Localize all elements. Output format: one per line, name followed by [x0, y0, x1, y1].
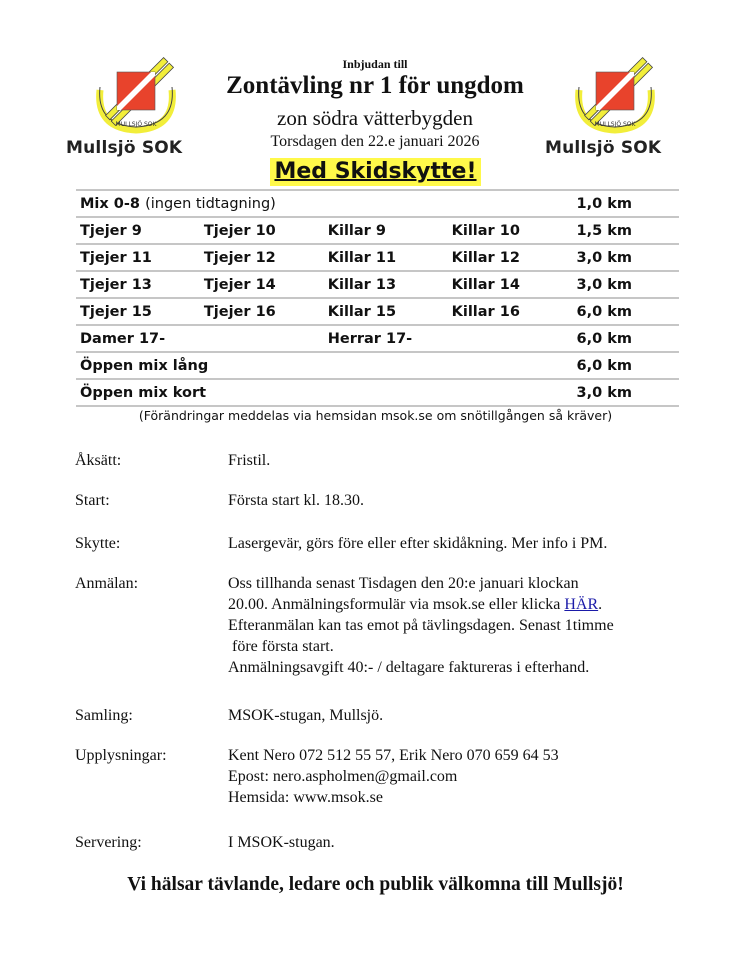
club-emblem-icon	[565, 50, 665, 138]
distance-cell: 3,0 km	[573, 379, 679, 406]
class-cell: Herrar 17-	[324, 325, 448, 352]
class-cell: Killar 12	[448, 244, 573, 271]
event-date: Torsdagen den 22.e januari 2026	[270, 133, 480, 150]
class-cell: Killar 14	[448, 271, 573, 298]
class-cell: Tjejer 11	[76, 244, 200, 271]
club-logo-left	[66, 50, 206, 170]
info-label: Start:	[75, 492, 110, 509]
table-row	[76, 325, 679, 352]
class-note: (ingen tidtagning)	[145, 195, 276, 212]
table-row	[76, 217, 679, 244]
classes-table	[76, 189, 679, 407]
banner-wrap	[0, 158, 751, 186]
info-label: Upplysningar:	[75, 747, 167, 764]
class-cell: Killar 9	[324, 217, 448, 244]
table-row	[76, 244, 679, 271]
contact-website: Hemsida: www.msok.se	[228, 789, 383, 806]
registration-link[interactable]: HÄR	[564, 596, 599, 613]
emblem-ring-text: MULLSJÖ SOK	[594, 121, 636, 128]
class-cell: Mix 0-8 (ingen tidtagning)	[76, 190, 573, 217]
class-cell: Killar 15	[324, 298, 448, 325]
contact-email: Epost: nero.aspholmen@gmail.com	[228, 768, 458, 785]
distance-cell: 6,0 km	[573, 325, 679, 352]
info-line: Första start kl. 18.30.	[228, 492, 364, 509]
table-row	[76, 298, 679, 325]
class-cell: Tjejer 13	[76, 271, 200, 298]
class-cell: Öppen mix lång	[76, 352, 573, 379]
info-label: Samling:	[75, 707, 133, 724]
table-row	[76, 271, 679, 298]
info-line: MSOK-stugan, Mullsjö.	[228, 707, 384, 724]
distance-cell: 3,0 km	[573, 271, 679, 298]
class-cell: Tjejer 16	[200, 298, 324, 325]
class-cell: Tjejer 10	[200, 217, 324, 244]
table-footnote: (Förändringar meddelas via hemsidan msok.se om snötillgången så kräver)	[138, 408, 613, 423]
info-value	[228, 533, 718, 554]
info-value	[228, 705, 718, 726]
info-label: Skytte:	[75, 535, 121, 552]
info-line: före första start.	[228, 638, 334, 655]
info-label: Åksätt:	[75, 452, 122, 469]
info-value	[228, 832, 718, 853]
club-logo-right	[545, 50, 685, 170]
class-cell	[448, 325, 573, 352]
event-zone: zon södra vätterbygden	[277, 106, 473, 130]
info-line: Oss tillhanda senast Tisdagen den 20:e januari klockan	[228, 575, 579, 592]
info-line	[228, 594, 718, 615]
info-value	[228, 745, 718, 808]
info-text: .	[598, 596, 603, 613]
class-cell	[200, 325, 324, 352]
class-cell: Öppen mix kort	[76, 379, 573, 406]
club-emblem-icon	[86, 50, 186, 138]
info-value	[228, 450, 718, 471]
closing-message: Vi hälsar tävlande, ledare och publik välkomna till Mullsjö!	[127, 874, 624, 895]
class-cell: Tjejer 9	[76, 217, 200, 244]
event-title: Zontävling nr 1 för ungdom	[226, 72, 524, 99]
distance-cell: 3,0 km	[573, 244, 679, 271]
distance-cell: 6,0 km	[573, 298, 679, 325]
class-cell: Killar 13	[324, 271, 448, 298]
table-row	[76, 190, 679, 217]
class-cell: Tjejer 15	[76, 298, 200, 325]
class-cell: Tjejer 14	[200, 271, 324, 298]
distance-cell: 1,5 km	[573, 217, 679, 244]
info-label: Anmälan:	[75, 575, 139, 592]
class-cell: Killar 11	[324, 244, 448, 271]
distance-cell: 1,0 km	[573, 190, 679, 217]
info-value	[228, 490, 718, 511]
table-row	[76, 352, 679, 379]
class-cell: Killar 10	[448, 217, 573, 244]
info-text: 20.00. Anmälningsformulär via msok.se eller klicka	[228, 596, 565, 613]
distance-cell: 6,0 km	[573, 352, 679, 379]
invitation-intro: Inbjudan till	[342, 57, 408, 71]
info-label: Servering:	[75, 834, 142, 851]
biathlon-banner: Med Skidskytte!	[270, 158, 480, 186]
info-line: Anmälningsavgift 40:- / deltagare faktureras i efterhand.	[228, 659, 590, 676]
info-value	[228, 573, 718, 678]
class-cell: Damer 17-	[76, 325, 200, 352]
club-name-right: Mullsjö SOK	[545, 138, 662, 158]
table-row	[76, 379, 679, 406]
contact-phones: Kent Nero 072 512 55 57, Erik Nero 070 659 64 53	[228, 747, 559, 764]
info-line: Fristil.	[228, 452, 271, 469]
info-line: I MSOK-stugan.	[228, 834, 335, 851]
class-cell: Tjejer 12	[200, 244, 324, 271]
emblem-ring-text: MULLSJÖ SOK	[115, 121, 157, 128]
info-line: Efteranmälan kan tas emot på tävlingsdagen. Senast 1timme	[228, 617, 614, 634]
info-line: Lasergevär, görs före eller efter skidåkning. Mer info i PM.	[228, 535, 608, 552]
class-cell: Killar 16	[448, 298, 573, 325]
club-name-left: Mullsjö SOK	[66, 138, 183, 158]
